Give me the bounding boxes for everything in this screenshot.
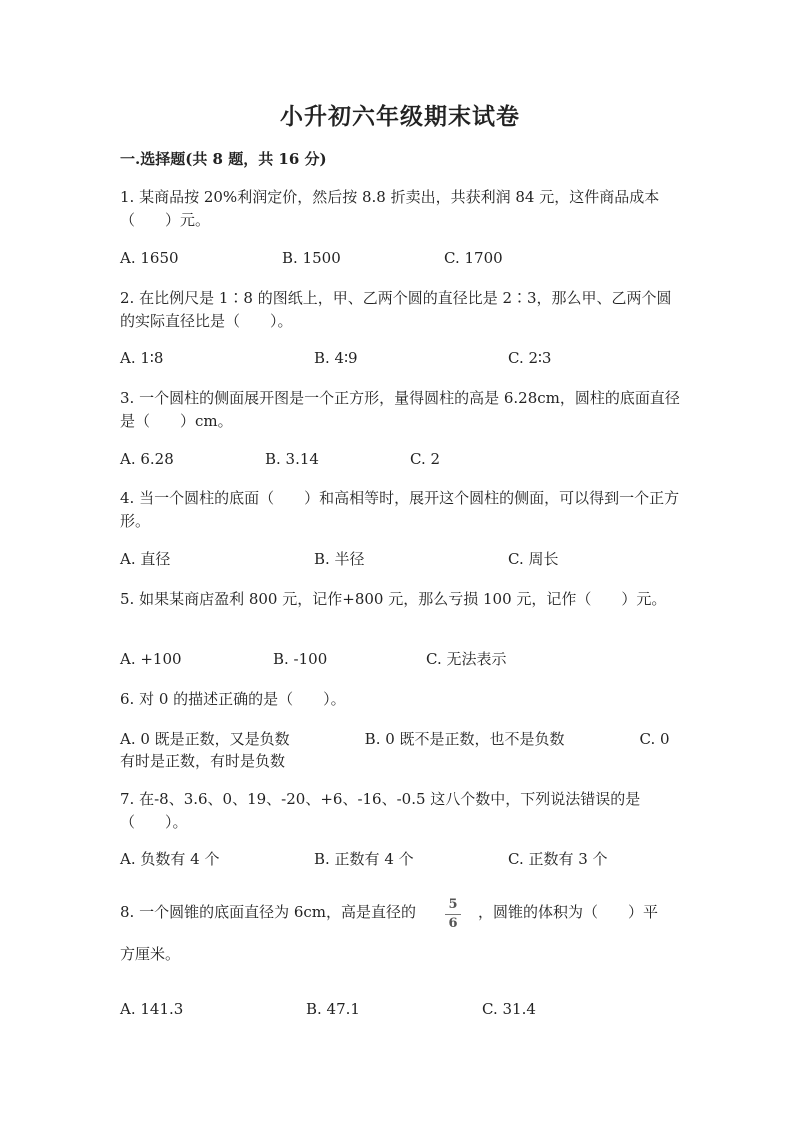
option-c[interactable]: C. 2 bbox=[410, 450, 441, 468]
option-c[interactable]: C. 2∶3 bbox=[508, 349, 552, 367]
option-b[interactable]: B. 3.14 bbox=[265, 450, 319, 468]
option-a[interactable]: A. 6.28 bbox=[120, 450, 174, 468]
option-c[interactable]: C. 1700 bbox=[444, 249, 503, 267]
option-b[interactable]: B. 4∶9 bbox=[314, 349, 358, 367]
question-6-options[interactable]: A. 0 既是正数，又是负数 B. 0 既不是正数，也不是负数 C. 0 有时是正数，有时是负数 bbox=[120, 730, 670, 770]
option-a[interactable]: A. 141.3 bbox=[120, 1000, 184, 1018]
option-a[interactable]: A. 1∶8 bbox=[120, 349, 164, 367]
option-a[interactable]: A. +100 bbox=[120, 650, 182, 668]
option-c[interactable]: C. 正数有 3 个 bbox=[508, 850, 608, 868]
section-heading: 一.选择题(共 8 题，共 16 分) bbox=[120, 150, 327, 168]
option-c[interactable]: C. 周长 bbox=[508, 550, 559, 568]
option-a[interactable]: A. 直径 bbox=[120, 550, 171, 568]
option-b[interactable]: B. 47.1 bbox=[306, 1000, 360, 1018]
fraction-numerator: 5 bbox=[448, 897, 458, 912]
option-a[interactable]: A. 1650 bbox=[120, 249, 179, 267]
option-b[interactable]: B. 正数有 4 个 bbox=[314, 850, 414, 868]
option-a[interactable]: A. 负数有 4 个 bbox=[120, 850, 220, 868]
question-4: 4. 当一个圆柱的底面（ ）和高相等时，展开这个圆柱的侧面，可以得到一个正方形。 bbox=[120, 489, 680, 530]
question-8-part1: 8. 一个圆锥的底面直径为 6cm，高是直径的 bbox=[120, 903, 417, 921]
fraction-denominator: 6 bbox=[448, 916, 458, 931]
option-b[interactable]: B. 半径 bbox=[314, 550, 365, 568]
fraction-bar bbox=[445, 914, 461, 915]
question-2: 2. 在比例尺是 1∶8 的图纸上，甲、乙两个圆的直径比是 2∶3，那么甲、乙两个圆的实际直径比是（ ）。 bbox=[120, 289, 672, 330]
question-1: 1. 某商品按 20%利润定价，然后按 8.8 折卖出，共获利润 84 元，这件商品成本（ ）元。 bbox=[120, 188, 660, 229]
option-c[interactable]: C. 31.4 bbox=[482, 1000, 536, 1018]
option-b[interactable]: B. -100 bbox=[273, 650, 328, 668]
fraction-five-sixths bbox=[444, 897, 462, 932]
question-8-part3: 方厘米。 bbox=[120, 945, 181, 963]
question-6: 6. 对 0 的描述正确的是（ ）。 bbox=[120, 690, 346, 708]
question-7: 7. 在-8、3.6、0、19、-20、+6、-16、-0.5 这八个数中，下列说法错误的是（ ）。 bbox=[120, 790, 641, 831]
option-b[interactable]: B. 1500 bbox=[282, 249, 341, 267]
option-c[interactable]: C. 无法表示 bbox=[426, 650, 507, 668]
question-5: 5. 如果某商店盈利 800 元，记作+800 元，那么亏损 100 元，记作（ ）元。 bbox=[120, 590, 667, 608]
question-8-part2: ，圆锥的体积为（ ）平 bbox=[478, 903, 659, 921]
page-title: 小升初六年级期末试卷 bbox=[280, 103, 520, 130]
question-3: 3. 一个圆柱的侧面展开图是一个正方形，量得圆柱的高是 6.28cm，圆柱的底面直径是（ ）cm。 bbox=[120, 389, 680, 430]
